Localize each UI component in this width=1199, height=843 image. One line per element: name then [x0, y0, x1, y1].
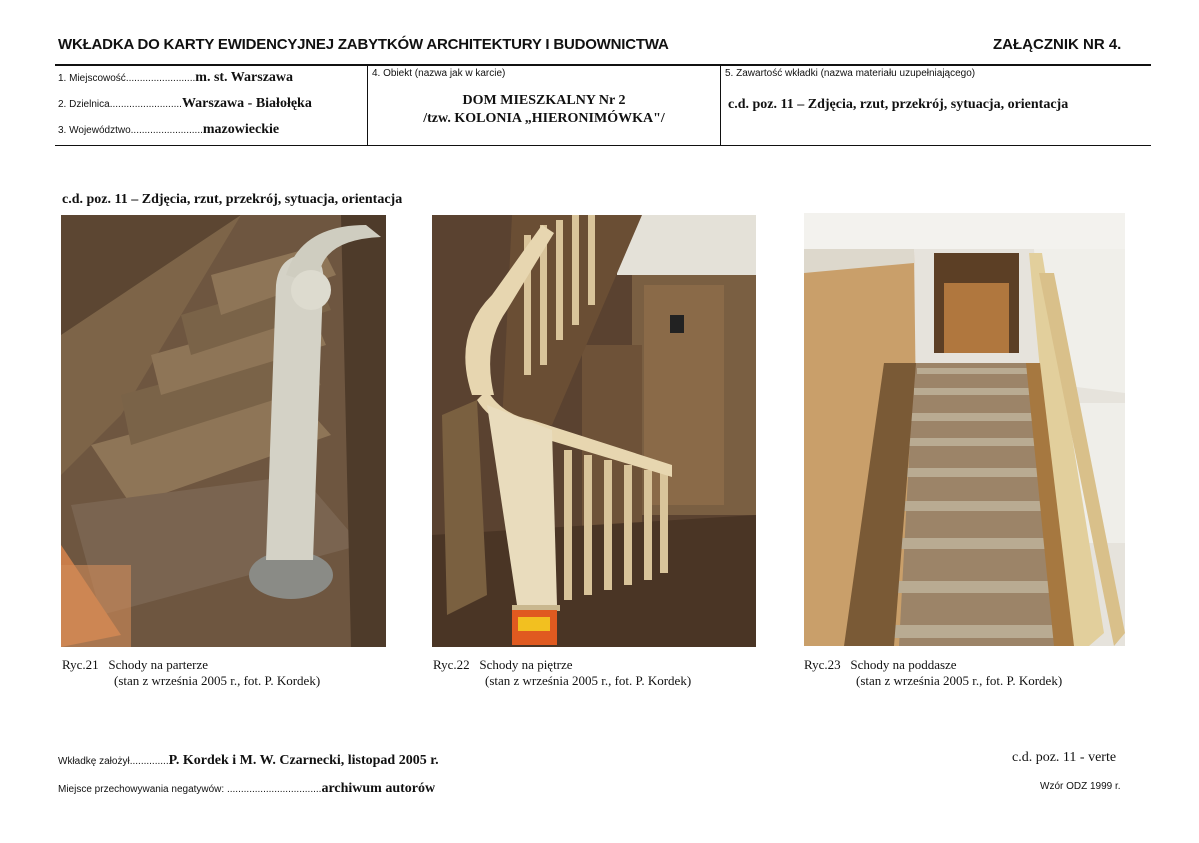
content-value: c.d. poz. 11 – Zdjęcia, rzut, przekrój, sytuacja, orientacja: [728, 97, 1069, 112]
locality-value: m. st. Warszawa: [195, 70, 294, 85]
locality-dots: .........................: [125, 73, 196, 84]
photo-1-image: [61, 215, 386, 647]
caption-fig-21: [62, 657, 320, 689]
district-field: [58, 94, 312, 112]
photo-stairs-ground-floor: [61, 215, 386, 647]
caption-fig-23-number: Ryc.23: [804, 657, 841, 672]
section-heading: c.d. poz. 11 – Zdjęcia, rzut, przekrój, sytuacja, orientacja: [62, 192, 403, 207]
locality-field: [58, 68, 293, 86]
content-label: 5. Zawartość wkładki (nazwa materiału uzupełniającego): [725, 68, 976, 79]
form-bottom-rule: [55, 145, 1151, 146]
voivodeship-dots: ..........................: [130, 125, 203, 136]
caption-fig-22-number: Ryc.22: [433, 657, 470, 672]
caption-fig-23: [804, 657, 1062, 689]
voivodeship-value: mazowieckie: [202, 122, 280, 137]
negatives-storage-label: Miejsce przechowywania negatywów:: [58, 784, 225, 795]
photo-stairs-first-floor: [432, 215, 756, 647]
photo-2-image: [432, 215, 756, 647]
caption-fig-21-title: Schody na parterze: [108, 657, 209, 672]
annex-number: ZAŁĄCZNIK NR 4.: [993, 36, 1122, 53]
negatives-storage-value: archiwum autorów: [321, 781, 436, 796]
founded-by-label: Wkładkę założył: [58, 756, 130, 767]
caption-fig-21-number: Ryc.21: [62, 657, 99, 672]
object-label: 4. Obiekt (nazwa jak w karcie): [372, 68, 506, 79]
photo-stairs-attic: [804, 213, 1125, 646]
founded-by-field: [58, 751, 439, 769]
founded-by-value: P. Kordek i M. W. Czarnecki, listopad 2005 r.: [168, 753, 439, 768]
card-title: WKŁADKA DO KARTY EWIDENCYJNEJ ZABYTKÓW ARCHITEKTURY I BUDOWNICTWA: [58, 36, 669, 53]
photo-3-image: [804, 213, 1125, 646]
object-name-line1: DOM MIESZKALNY Nr 2: [462, 93, 626, 108]
district-value: Warszawa - Białołęka: [181, 96, 312, 111]
caption-fig-21-note: (stan z września 2005 r., fot. P. Kordek): [114, 673, 321, 688]
form-divider-2: [720, 64, 721, 146]
voivodeship-label: 3. Województwo: [58, 125, 131, 136]
district-label: 2. Dzielnica: [58, 99, 110, 110]
voivodeship-field: [58, 120, 279, 138]
negatives-storage-field: [58, 779, 435, 797]
caption-fig-22-title: Schody na piętrze: [479, 657, 573, 672]
form-top-rule: [55, 64, 1151, 66]
object-name-line2: /tzw. KOLONIA „HIERONIMÓWKA"/: [423, 111, 665, 126]
district-dots: ..........................: [109, 99, 182, 110]
caption-fig-22-note: (stan z września 2005 r., fot. P. Kordek): [485, 673, 692, 688]
template-version: Wzór ODZ 1999 r.: [1040, 781, 1121, 792]
locality-label: 1. Miejscowość: [58, 73, 126, 84]
continued-note: c.d. poz. 11 - verte: [1012, 750, 1117, 765]
caption-fig-22: [433, 657, 691, 689]
founded-by-dots: ..............: [129, 756, 169, 767]
caption-fig-23-note: (stan z września 2005 r., fot. P. Kordek): [856, 673, 1063, 688]
negatives-storage-dots: ..................................: [224, 784, 322, 795]
caption-fig-23-title: Schody na poddasze: [850, 657, 957, 672]
